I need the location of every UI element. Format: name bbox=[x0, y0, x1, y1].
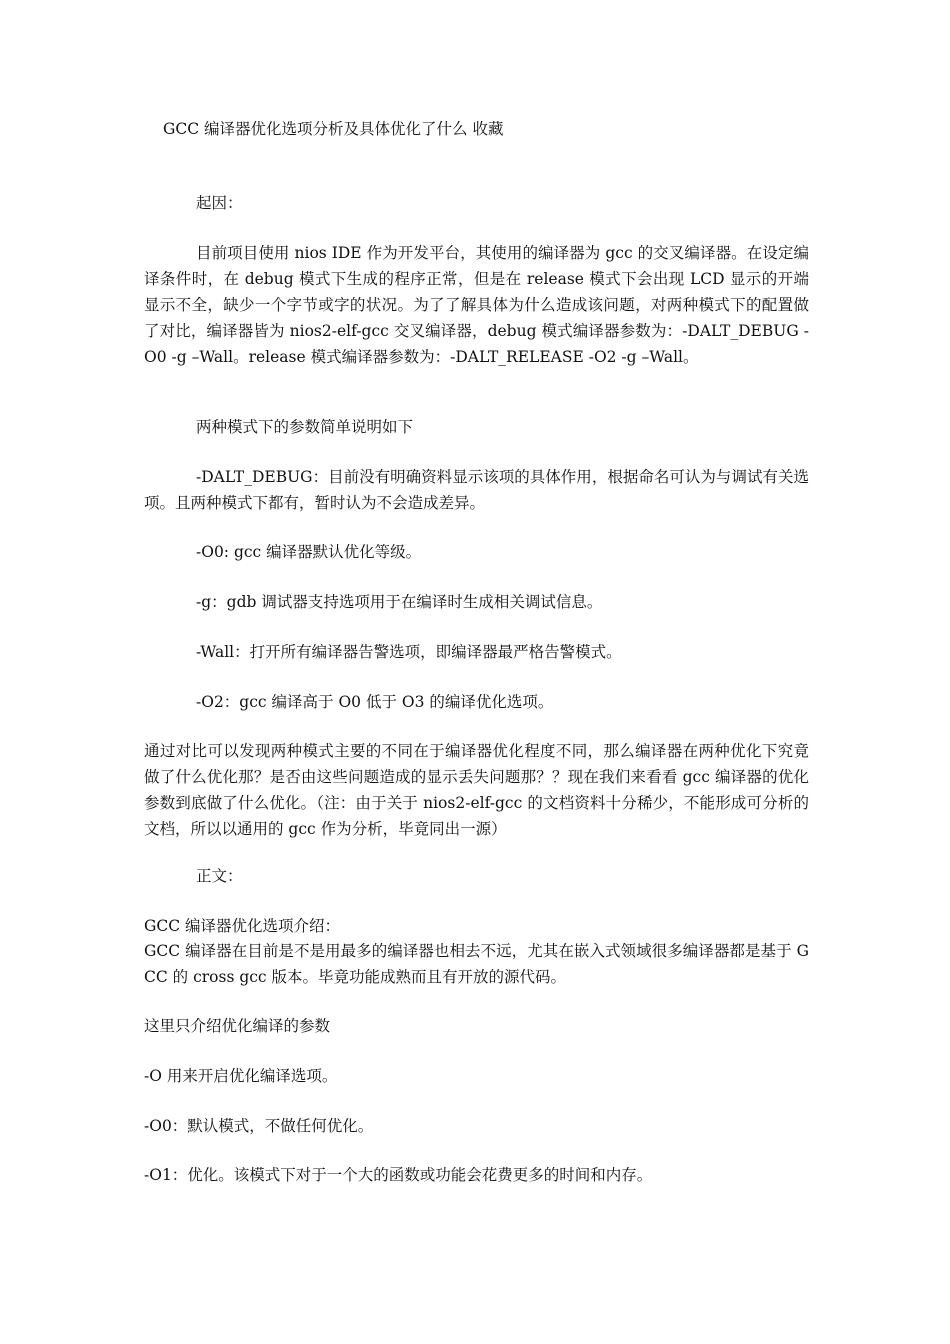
paragraph-o0-default: -O0：默认模式，不做任何优化。 bbox=[144, 1117, 374, 1135]
paragraph-optimization-params: 这里只介绍优化编译的参数 bbox=[144, 1017, 331, 1035]
paragraph-o2-option: -O2：gcc 编译高于 O0 低于 O3 的编译优化选项。 bbox=[196, 693, 554, 711]
paragraph-wall-option: -Wall：打开所有编译器告警选项，即编译器最严格告警模式。 bbox=[196, 643, 622, 661]
paragraph-gcc-intro-heading: GCC 编译器优化选项介绍： bbox=[144, 917, 341, 935]
paragraph-background: 目前项目使用 nios IDE 作为开发平台，其使用的编译器为 gcc 的交叉编译器。在设定编译条件时，在 debug 模式下生成的程序正常，但是在 release 模式下会出现 LCD 显示的开端显示不全，缺少一个字节或字的状况。为了了解具体为什么造成该问题，对两种模式下的配置做了对比，编译器皆为 nios2-elf-gcc 交叉编译器，debug 模式编译器参数为：-DALT_DEBUG -O0 -g –Wall。release 模式编译器参数为：-DALT_RELEASE -O2 -g –Wall。 bbox=[144, 244, 809, 366]
paragraph-comparison: 通过对比可以发现两种模式主要的不同在于编译器优化程度不同，那么编译器在两种优化下究竟做了什么优化那？是否由这些问题造成的显示丢失问题那？？现在我们来看看 gcc 编译器的优化参数到底做了什么优化。（注：由于关于 nios2-elf-gcc 的文档资料十分稀少，不能形成可分析的文档，所以以通用的 gcc 作为分析，毕竟同出一源） bbox=[144, 742, 809, 838]
paragraph-gcc-intro: GCC 编译器在目前是不是用最多的编译器也相去不远，尤其在嵌入式领域很多编译器都是基于 GCC 的 cross gcc 版本。毕竟功能成熟而且有开放的源代码。 bbox=[144, 942, 809, 986]
paragraph-o1-option: -O1：优化。该模式下对于一个大的函数或功能会花费更多的时间和内存。 bbox=[144, 1166, 653, 1184]
paragraph-o0-option: -O0: gcc 编译器默认优化等级。 bbox=[196, 543, 422, 561]
paragraph-cause-heading: 起因： bbox=[196, 194, 243, 212]
paragraph-main-text-heading: 正文： bbox=[196, 867, 243, 885]
paragraph-dalt-debug: -DALT_DEBUG：目前没有明确资料显示该项的具体作用，根据命名可认为与调试有关选项。且两种模式下都有，暂时认为不会造成差异。 bbox=[144, 468, 809, 512]
document-title: GCC 编译器优化选项分析及具体优化了什么 收藏 bbox=[163, 120, 504, 138]
paragraph-params-intro: 两种模式下的参数简单说明如下 bbox=[196, 418, 414, 436]
paragraph-g-option: -g：gdb 调试器支持选项用于在编译时生成相关调试信息。 bbox=[196, 593, 603, 611]
paragraph-o-option: -O 用来开启优化编译选项。 bbox=[144, 1067, 338, 1085]
